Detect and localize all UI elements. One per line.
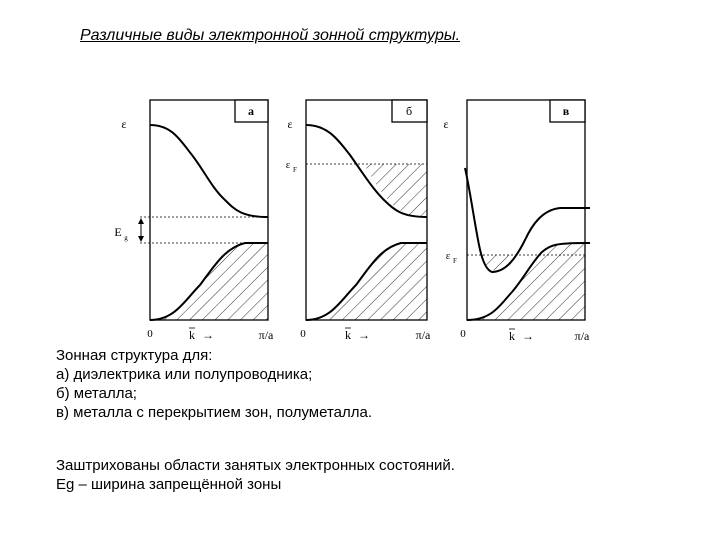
- panel-b-x-var: k: [345, 328, 351, 342]
- caption-line: а) диэлектрика или полупроводника;: [56, 366, 313, 383]
- panel-c-x-end: π/a: [574, 329, 590, 343]
- note-line: Eg – ширина запрещённой зоны: [56, 476, 282, 493]
- panel-a-conduction-band: [150, 125, 268, 217]
- panel-a-x-arrow: →: [202, 328, 214, 342]
- caption-line: Зонная структура для:: [56, 347, 213, 364]
- panel-c-occupied-area-lower: [467, 243, 585, 320]
- panel-a-letter: а: [248, 104, 254, 118]
- panel-a-y-label: ε: [121, 117, 127, 131]
- page-title: Различные виды электронной зонной структуры.: [80, 27, 461, 44]
- panel-a-gap-arrow-bottom-head: [138, 236, 144, 242]
- panel-b-y-label: ε: [287, 117, 293, 131]
- panel-b: [286, 100, 431, 342]
- panel-a-eg-label: E: [114, 225, 122, 239]
- panel-c-letter: в: [562, 104, 570, 118]
- panel-b-occupied-area-lower: [306, 243, 427, 320]
- panel-b-x-end: π/a: [415, 328, 431, 342]
- panel-a: [114, 100, 274, 342]
- notes-block: [56, 456, 455, 494]
- panel-c-y-label: ε: [443, 117, 449, 131]
- caption-block: [56, 346, 372, 422]
- panel-b-x-origin: 0: [300, 328, 306, 340]
- note-line: Заштрихованы области занятых электронных состояний.: [56, 457, 455, 474]
- panel-b-letter: б: [405, 104, 413, 118]
- panel-b-fermi-label: ε: [285, 159, 291, 171]
- panel-a-eg-sub: g: [124, 234, 128, 242]
- panel-a-gap-arrow-top-head: [138, 218, 144, 224]
- panel-c-occupied-area-upper: [480, 255, 518, 270]
- panel-b-fermi-sub: F: [293, 166, 297, 174]
- panel-c: [443, 100, 590, 343]
- panel-b-x-arrow: →: [358, 328, 370, 342]
- panel-c-x-origin: 0: [460, 328, 466, 340]
- panel-c-x-arrow: →: [522, 329, 534, 343]
- panel-a-occupied-area: [150, 243, 268, 320]
- caption-line: в) металла с перекрытием зон, полуметалла.: [56, 404, 373, 421]
- panel-a-x-end: π/a: [258, 328, 274, 342]
- panel-c-fermi-label: ε: [445, 250, 451, 262]
- panel-a-x-origin: 0: [147, 328, 153, 340]
- caption-line: б) металла;: [56, 385, 137, 402]
- panel-a-x-var: k: [189, 328, 195, 342]
- panel-c-fermi-sub: F: [453, 257, 457, 265]
- panel-c-x-var: k: [509, 329, 515, 343]
